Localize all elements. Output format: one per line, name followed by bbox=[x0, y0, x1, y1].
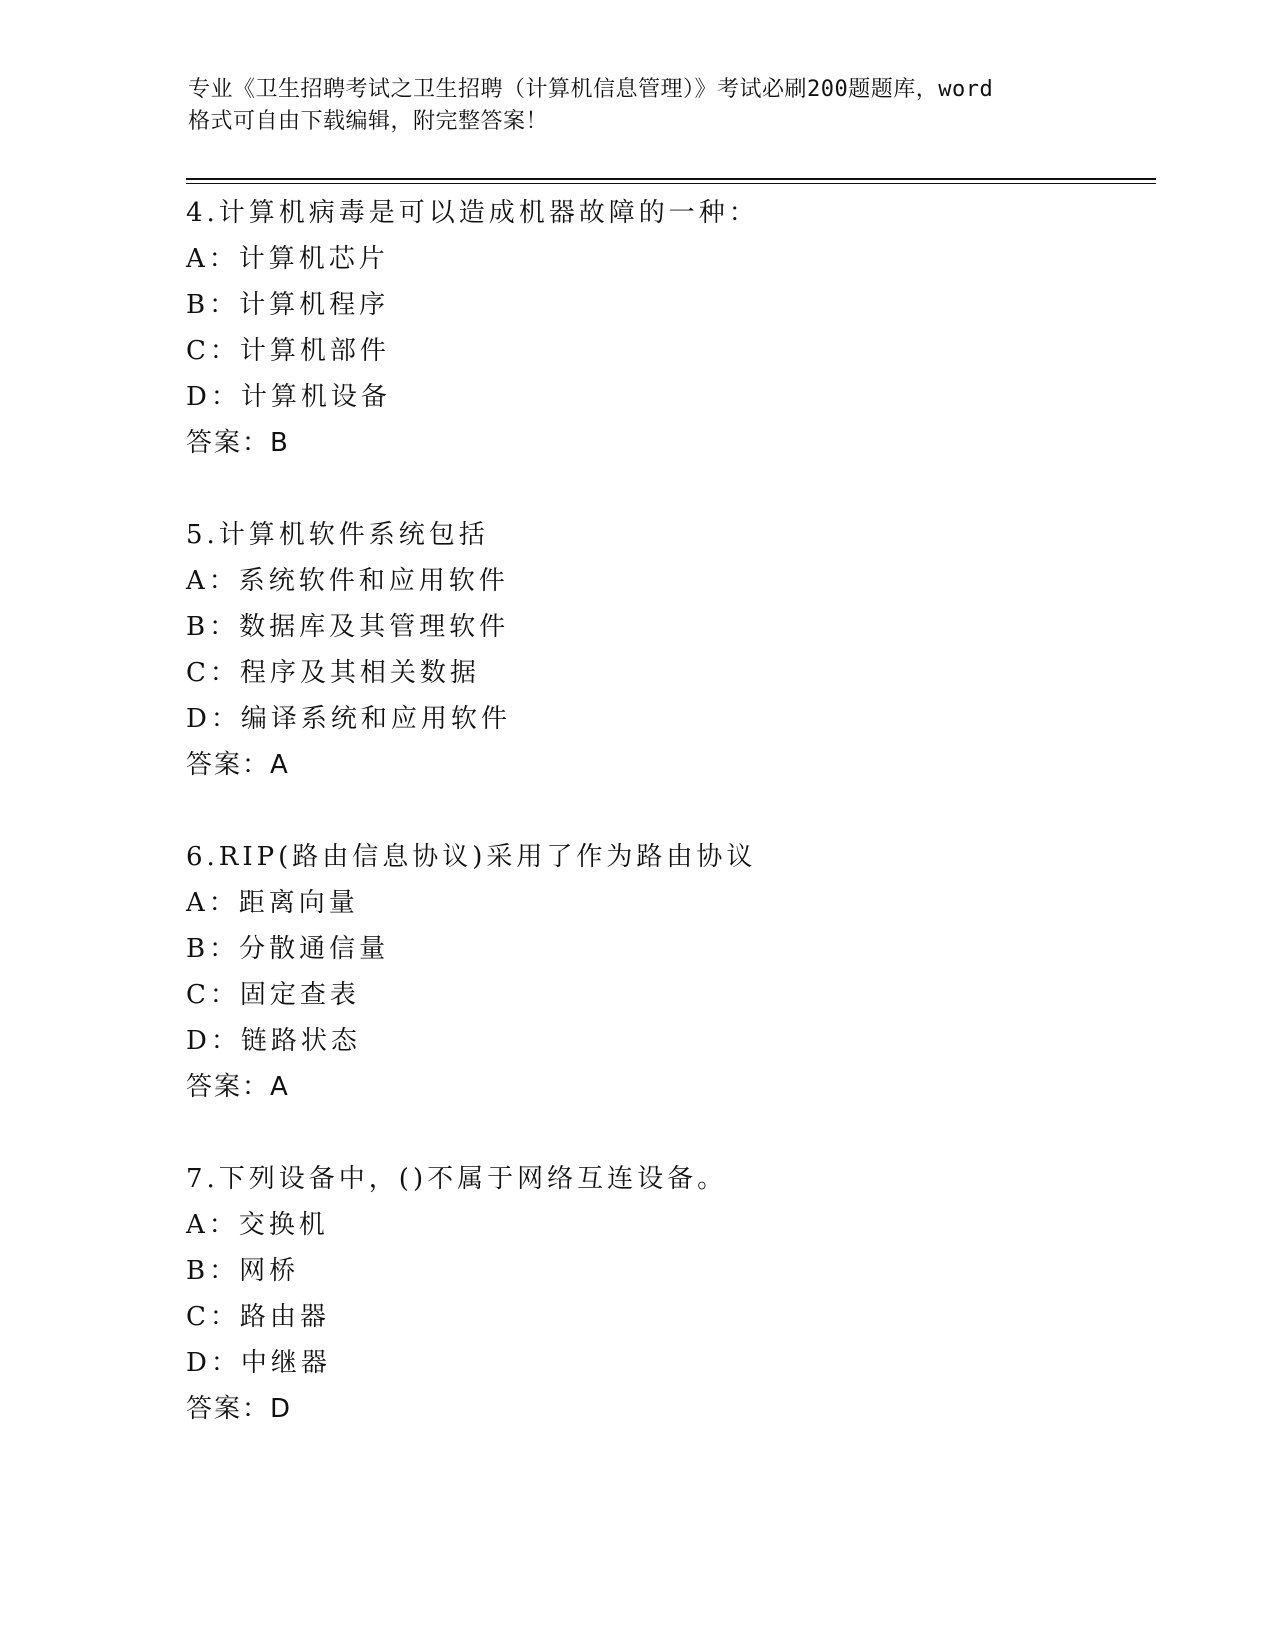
answer-line: 答案：B bbox=[186, 428, 290, 458]
question-4 bbox=[186, 190, 1146, 466]
question-text: 4.计算机病毒是可以造成机器故障的一种： bbox=[186, 198, 759, 228]
option-a: A：计算机芯片 bbox=[186, 244, 389, 274]
question-7 bbox=[186, 1156, 1146, 1432]
header-rule-thick bbox=[186, 178, 1156, 180]
question-text: 6.RIP(路由信息协议)采用了作为路由协议 bbox=[186, 842, 757, 872]
question-5 bbox=[186, 512, 1146, 788]
question-6 bbox=[186, 834, 1146, 1110]
option-d: D：链路状态 bbox=[186, 1026, 361, 1056]
option-b: B：计算机程序 bbox=[186, 290, 390, 320]
question-list bbox=[186, 190, 1146, 1478]
option-d: D：计算机设备 bbox=[186, 382, 391, 412]
header-line-2: 格式可自由下载编辑，附完整答案！ bbox=[188, 109, 549, 134]
option-c: C：路由器 bbox=[186, 1302, 330, 1332]
header-line-1: 专业《卫生招聘考试之卫生招聘（计算机信息管理）》考试必刷200题题库，word bbox=[188, 77, 994, 102]
header-rule-thin bbox=[186, 183, 1156, 184]
option-d: D：编译系统和应用软件 bbox=[186, 704, 511, 734]
document-header bbox=[188, 74, 1108, 138]
option-a: A：距离向量 bbox=[186, 888, 359, 918]
option-c: C：计算机部件 bbox=[186, 336, 390, 366]
answer-line: 答案：A bbox=[186, 750, 290, 780]
option-b: B：分散通信量 bbox=[186, 934, 390, 964]
option-b: B：数据库及其管理软件 bbox=[186, 612, 510, 642]
option-d: D：中继器 bbox=[186, 1348, 331, 1378]
option-c: C：固定查表 bbox=[186, 980, 360, 1010]
option-c: C：程序及其相关数据 bbox=[186, 658, 480, 688]
option-b: B：网桥 bbox=[186, 1256, 300, 1286]
answer-line: 答案：D bbox=[186, 1394, 293, 1424]
option-a: A：交换机 bbox=[186, 1210, 329, 1240]
answer-line: 答案：A bbox=[186, 1072, 290, 1102]
question-text: 5.计算机软件系统包括 bbox=[186, 520, 489, 550]
option-a: A：系统软件和应用软件 bbox=[186, 566, 509, 596]
question-text: 7.下列设备中，()不属于网络互连设备。 bbox=[186, 1164, 728, 1194]
